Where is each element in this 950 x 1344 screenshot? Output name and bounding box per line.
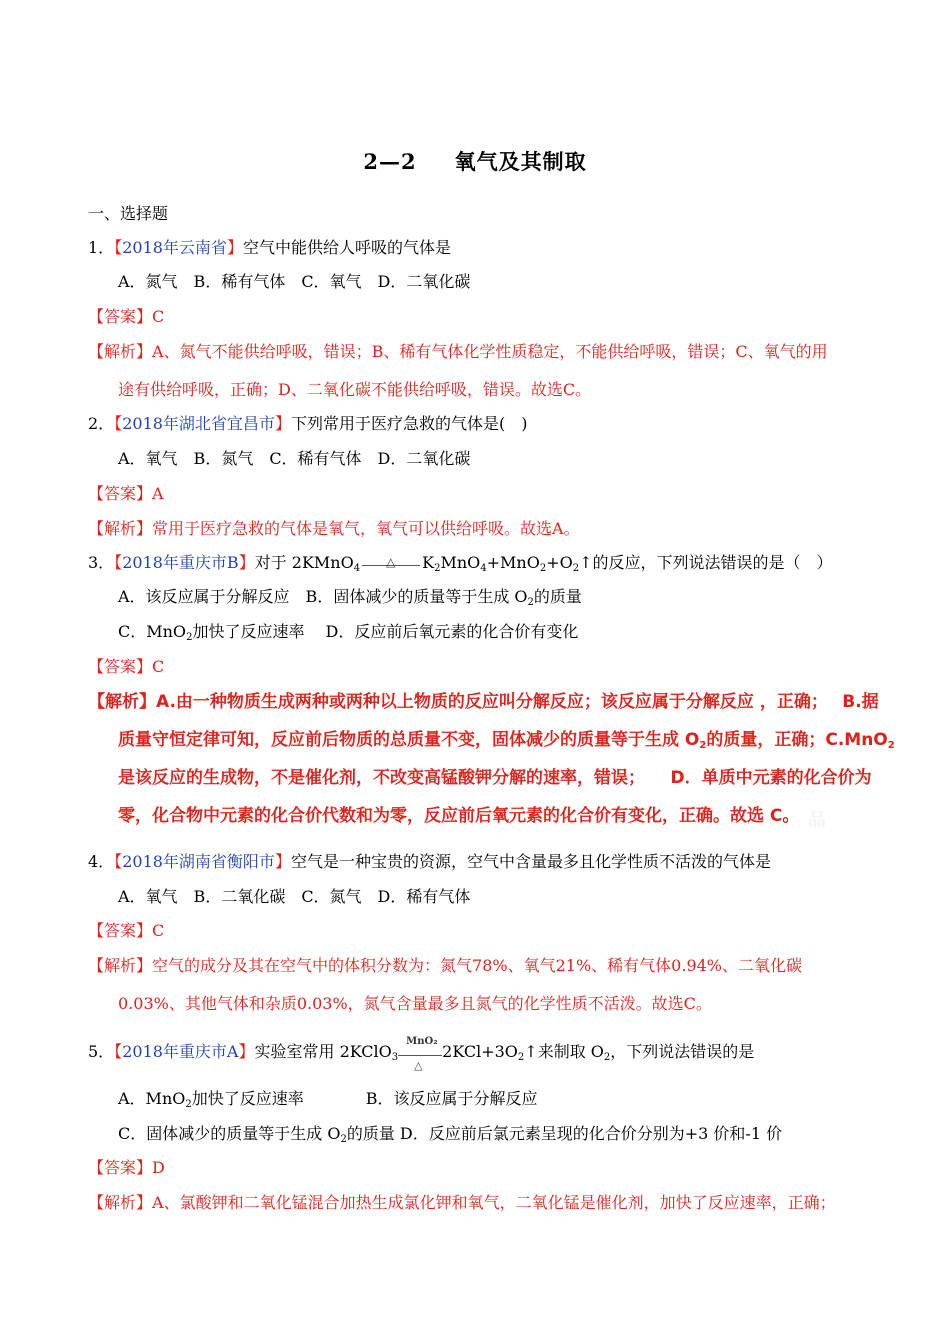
question-3-options-cd: C．MnO$_2$加快了反应速率 D．反应前后氧元素的化合价有变化: [118, 622, 579, 643]
question-1-options: A．氮气 B．稀有气体 C．氧气 D．二氧化碳: [118, 272, 471, 291]
question-source: 2018年重庆市B: [122, 553, 239, 572]
explanation-4: 【解析】空气的成分及其在空气中的体积分数为：氮气78%、氧气21%、稀有气体0.94%、二氧化碳: [88, 956, 803, 975]
title-number: 2—2: [363, 149, 417, 174]
question-3: 3．【2018年重庆市B】对于 2KMnO$_4$ △ $K_2MnO_4+MnO_2+O_2↑$的反应，下列说法错误的是（ ）: [88, 553, 833, 574]
answer-1: 【答案】C: [88, 307, 165, 326]
explanation-5: 【解析】A、氯酸钾和二氧化锰混合加热生成氯化钾和氧气，二氧化锰是催化剂，加快了反应速率，正确；: [88, 1193, 836, 1212]
question-5: 5．【2018年重庆市A】实验室常用 2KClO$_3$ MnO₂ △ $2KCl+3O_2↑$来制取 $O_2$，下列说法错误的是: [88, 1035, 755, 1072]
explanation-2: 【解析】常用于医疗急救的气体是氧气，氧气可以供给呼吸。故选A。: [88, 519, 580, 538]
answer-5: 【答案】D: [88, 1158, 165, 1177]
section-heading: 一、选择题: [88, 204, 169, 223]
question-1: 1．【2018年云南省】空气中能供给人呼吸的气体是: [88, 238, 451, 257]
question-source: 2018年云南省: [122, 238, 227, 257]
answer-4: 【答案】C: [88, 921, 165, 940]
page-title: [0, 146, 950, 176]
explanation-1: 【解析】A、氮气不能供给呼吸，错误；B、稀有气体化学性质稳定，不能供给呼吸，错误；C、氧气的用: [88, 342, 828, 361]
explanation-3-line2: 质量守恒定律可知，反应前后物质的总质量不变，固体减少的质量等于生成 $O_2$的质量，正确；C.MnO$_2$: [118, 730, 895, 751]
explanation-4-cont: 0.03%、其他气体和杂质0.03%，氮气含量最多且氮气的化学性质不活泼。故选C。: [118, 994, 712, 1013]
question-5-options-cd: C．固体减少的质量等于生成 $O_2$的质量 D．反应前后氯元素呈现的化合价分别为+3 价和-1 价: [118, 1124, 783, 1145]
question-3-options-ab: A．该反应属于分解反应 B．固体减少的质量等于生成 $O_2$的质量: [118, 587, 582, 608]
question-source: 2018年湖北省宜昌市: [122, 414, 275, 433]
question-2-options: A．氧气 B．氮气 C．稀有气体 D．二氧化碳: [118, 449, 471, 468]
question-4-options: A．氧气 B．二氧化碳 C．氮气 D．稀有气体: [118, 887, 471, 906]
catalyst-condition-arrow: MnO₂ △: [398, 1043, 442, 1063]
question-4: 4．【2018年湖南省衡阳市】空气是一种宝贵的资源，空气中含量最多且化学性质不活泼的气体是: [88, 852, 771, 871]
explanation-3-line3: 是该反应的生成物，不是催化剂，不改变高锰酸钾分解的速率，错误； D．单质中元素的化合价为: [118, 768, 872, 788]
explanation-1-cont: 途有供给呼吸，正确；D、二氧化碳不能供给呼吸，错误。故选C。: [118, 380, 592, 399]
watermark: 品: [808, 810, 826, 831]
answer-2: 【答案】A: [88, 484, 164, 503]
question-5-options-ab: A．MnO$_2$加快了反应速率 B．该反应属于分解反应: [118, 1089, 538, 1110]
question-2: 2．【2018年湖北省宜昌市】下列常用于医疗急救的气体是( ): [88, 414, 528, 433]
question-source: 2018年重庆市A: [122, 1042, 239, 1061]
explanation-3-line4: 零，化合物中元素的化合价代数和为零，反应前后氧元素的化合价有变化，正确。故选 C。: [118, 806, 800, 826]
title-text: 氧气及其制取: [454, 149, 587, 174]
heating-condition-arrow: △: [360, 557, 422, 571]
answer-3: 【答案】C: [88, 657, 165, 676]
question-source: 2018年湖南省衡阳市: [122, 852, 275, 871]
explanation-3: 【解析】A.由一种物质生成两种或两种以上物质的反应叫分解反应；该反应属于分解反应 ，正确； B.据: [88, 692, 879, 712]
